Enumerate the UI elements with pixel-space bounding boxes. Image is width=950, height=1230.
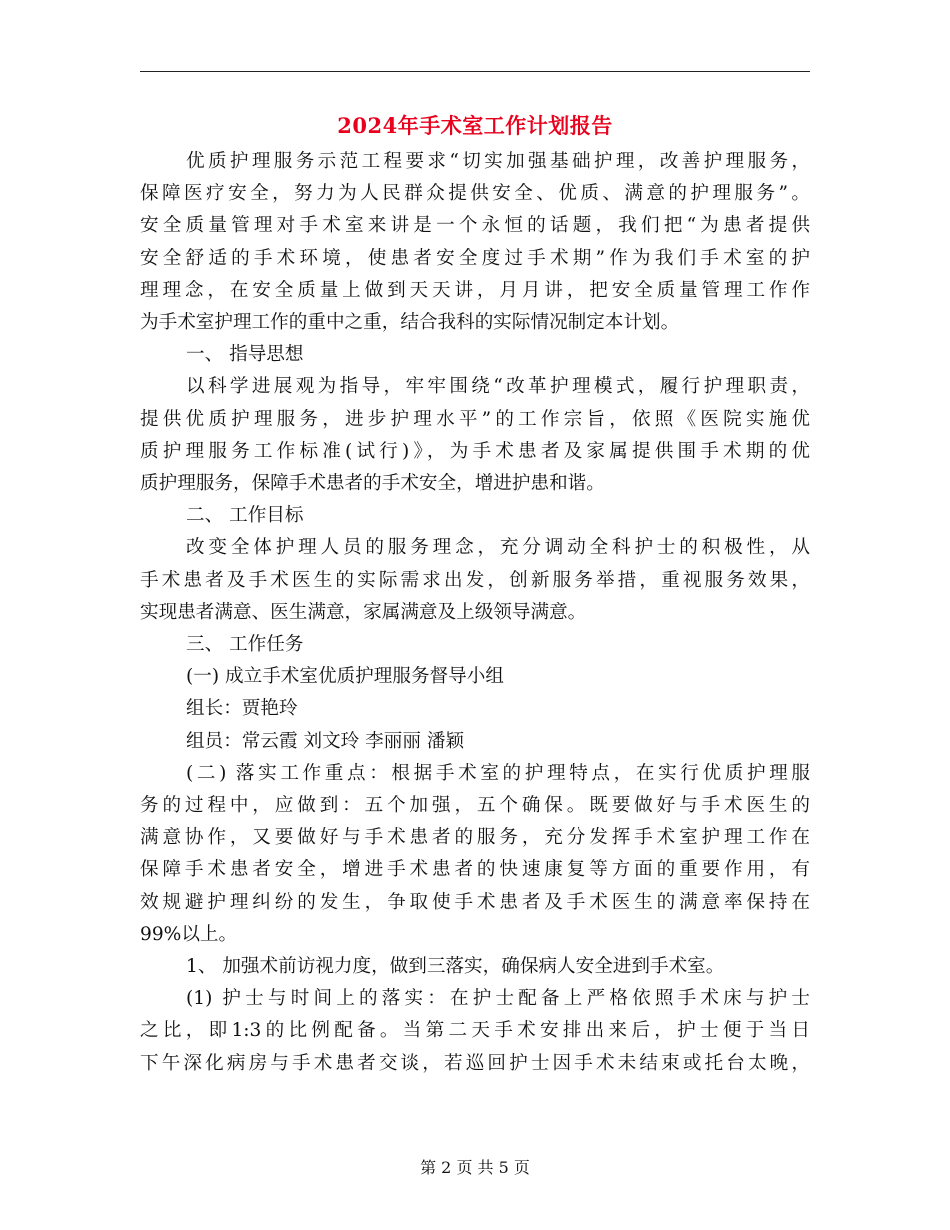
text-line: (一) 成立手术室优质护理服务督导小组 (186, 666, 504, 688)
text-line: 质护理服务工作标准(试行)》，为手术患者及家属提供围手术期的优 (140, 440, 810, 462)
text-line: 理理念，在安全质量上做到天天讲，月月讲，把安全质量管理工作作 (140, 279, 810, 301)
text-line: 保障手术患者安全，增进手术患者的快速康复等方面的重要作用，有 (140, 859, 810, 881)
document-title: 2024年手术室工作计划报告 (337, 113, 613, 138)
text-line: 一、 指导思想 (186, 344, 304, 366)
text-line: 组员：常云霞 刘文玲 李丽丽 潘颖 (186, 730, 465, 752)
page-footer: 第 2 页 共 5 页 (420, 1158, 530, 1177)
text-line: 改变全体护理人员的服务理念，充分调动全科护士的积极性，从 (186, 537, 810, 559)
text-line: 组长：贾艳玲 (186, 698, 298, 720)
text-line: 三、 工作任务 (186, 634, 304, 656)
text-line: 为手术室护理工作的重中之重，结合我科的实际情况制定本计划。 (140, 312, 680, 334)
header-rule (140, 71, 810, 72)
text-line: 保障医疗安全，努力为人民群众提供安全、优质、满意的护理服务”。 (140, 183, 810, 205)
text-line: 二、 工作目标 (186, 505, 304, 527)
text-line: 提供优质护理服务，进步护理水平”的工作宗旨，依照《医院实施优 (140, 408, 810, 430)
text-line: 安全质量管理对手术室来讲是一个永恒的话题，我们把“为患者提供 (140, 215, 810, 237)
text-line: (二) 落实工作重点：根据手术室的护理特点，在实行优质护理服 (186, 762, 810, 784)
text-line: (1) 护士与时间上的落实：在护士配备上严格依照手术床与护士 (186, 988, 810, 1010)
text-line: 以科学进展观为指导，牢牢围绕“改革护理模式，履行护理职责， (186, 376, 810, 398)
document-body (140, 146, 810, 1080)
text-line: 安全舒适的手术环境，使患者安全度过手术期”作为我们手术室的护 (140, 247, 810, 269)
text-line: 效规避护理纠纷的发生，争取使手术患者及手术医生的满意率保持在 (140, 891, 810, 913)
text-line: 下午深化病房与手术患者交谈，若巡回护士因手术未结束或托台太晚， (140, 1052, 810, 1074)
text-line: 99%以上。 (140, 923, 238, 945)
text-line: 务的过程中，应做到：五个加强，五个确保。既要做好与手术医生的 (140, 795, 810, 817)
text-line: 优质护理服务示范工程要求“切实加强基础护理，改善护理服务， (186, 151, 810, 172)
text-line: 之比，即1:3的比例配备。当第二天手术安排出来后，护士便于当日 (140, 1020, 810, 1042)
text-line: 1、 加强术前访视力度，做到三落实，确保病人安全进到手术室。 (186, 956, 725, 978)
text-line: 质护理服务，保障手术患者的手术安全，增进护患和谐。 (140, 473, 605, 495)
text-line: 实现患者满意、医生满意，家属满意及上级领导满意。 (140, 601, 587, 623)
text-line: 满意协作，又要做好与手术患者的服务，充分发挥手术室护理工作在 (140, 827, 810, 849)
text-line: 手术患者及手术医生的实际需求出发，创新服务举措，重视服务效果， (140, 569, 810, 591)
